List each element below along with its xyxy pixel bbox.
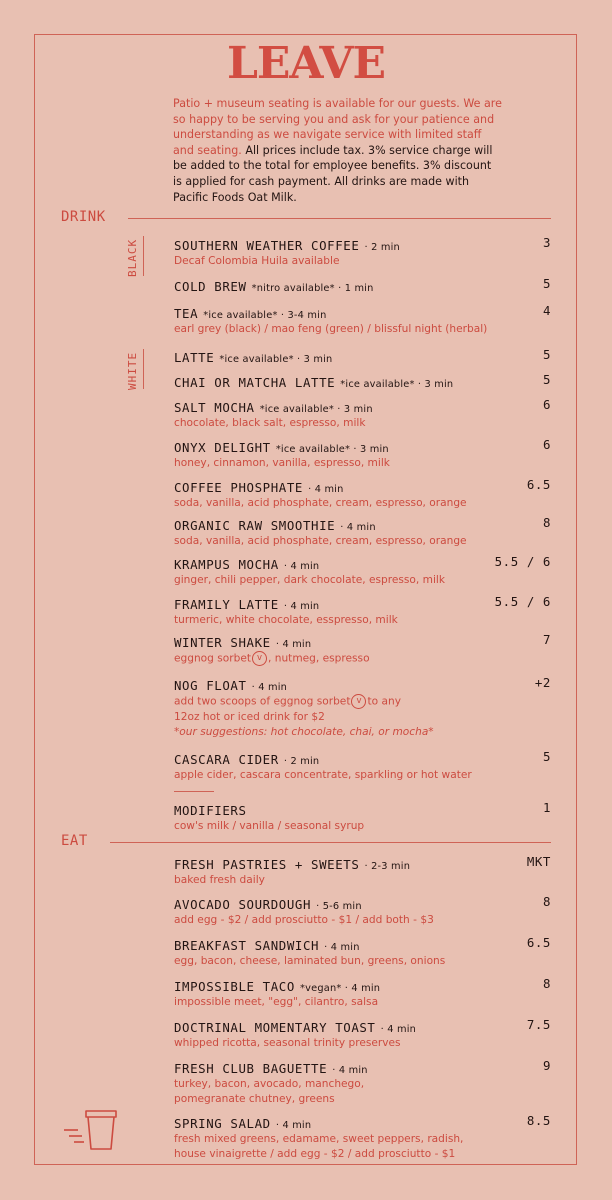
item-desc: soda, vanilla, acid phosphate, cream, espresso, orange bbox=[174, 535, 467, 547]
item-name: ONYX DELIGHT bbox=[174, 440, 271, 455]
item-desc: add egg - $2 / add prosciutto - $1 / add both - $3 bbox=[174, 914, 434, 926]
item-name: SPRING SALAD bbox=[174, 1116, 271, 1131]
menu-item bbox=[174, 594, 551, 628]
item-price: 8 bbox=[542, 976, 551, 991]
item-price: 8 bbox=[542, 515, 551, 530]
menu-item bbox=[174, 397, 551, 431]
intro-text bbox=[173, 96, 503, 205]
item-name: FRESH PASTRIES + SWEETS bbox=[174, 857, 360, 872]
item-desc: whipped ricotta, seasonal trinity preserves bbox=[174, 1037, 401, 1049]
menu-item bbox=[174, 800, 551, 834]
item-name: MODIFIERS bbox=[174, 803, 247, 818]
vegan-mark-icon: v bbox=[252, 651, 267, 666]
section-drink-rule bbox=[128, 218, 551, 219]
item-price: 6 bbox=[542, 397, 551, 412]
menu-item bbox=[174, 976, 551, 1010]
item-meta: *ice available* · 3 min bbox=[340, 379, 454, 390]
menu-item bbox=[174, 894, 551, 928]
menu-item bbox=[174, 347, 551, 366]
item-name: TEA bbox=[174, 306, 199, 321]
item-name: SOUTHERN WEATHER COFFEE bbox=[174, 238, 360, 253]
item-price: 6.5 bbox=[526, 935, 551, 950]
item-meta: *ice available* · 3 min bbox=[275, 444, 389, 455]
item-price: MKT bbox=[526, 854, 551, 869]
item-desc-part: add two scoops of eggnog sorbet bbox=[174, 695, 351, 708]
item-desc-part: eggnog sorbet bbox=[174, 652, 252, 665]
item-price: 7.5 bbox=[526, 1017, 551, 1032]
item-price: 4 bbox=[542, 303, 551, 318]
item-meta: · 2-3 min bbox=[364, 861, 411, 872]
item-name: CHAI OR MATCHA LATTE bbox=[174, 375, 336, 390]
intro-rest: All prices include tax. 3% service charge will be added to the total for employee benefits. 3% discount is applied for cash payment. All drinks are made with Pacific Foods Oat Milk. bbox=[173, 143, 493, 204]
item-price: 5 bbox=[542, 749, 551, 764]
item-name: COLD BREW bbox=[174, 279, 247, 294]
item-price: 8 bbox=[542, 894, 551, 909]
item-name: COFFEE PHOSPHATE bbox=[174, 480, 303, 495]
item-desc: turkey, bacon, avocado, manchego, bbox=[174, 1078, 365, 1090]
item-name: CASCARA CIDER bbox=[174, 752, 279, 767]
item-name: FRESH CLUB BAGUETTE bbox=[174, 1061, 328, 1076]
item-desc: turmeric, white chocolate, esspresso, milk bbox=[174, 614, 398, 626]
group-label-white: WHITE bbox=[126, 351, 139, 390]
item-meta: · 4 min bbox=[332, 1065, 368, 1076]
item-price: 5 bbox=[542, 372, 551, 387]
item-meta: · 4 min bbox=[251, 682, 288, 693]
menu-item bbox=[174, 1017, 551, 1051]
menu-item bbox=[174, 632, 551, 667]
coffee-cup-icon bbox=[62, 1108, 120, 1152]
menu-item bbox=[174, 935, 551, 969]
section-drink: DRINK bbox=[61, 209, 106, 225]
item-desc: impossible meet, "egg", cilantro, salsa bbox=[174, 996, 379, 1008]
item-desc bbox=[174, 651, 551, 667]
item-meta: · 4 min bbox=[380, 1024, 417, 1035]
item-meta: *nitro available* · 1 min bbox=[251, 283, 374, 294]
item-meta: · 4 min bbox=[340, 522, 376, 533]
item-desc: egg, bacon, cheese, laminated bun, greens, onions bbox=[174, 955, 446, 967]
item-desc: ginger, chili pepper, dark chocolate, espresso, milk bbox=[174, 574, 445, 586]
item-price: 3 bbox=[542, 235, 551, 250]
vegan-mark-icon: v bbox=[351, 694, 366, 709]
item-desc: baked fresh daily bbox=[174, 874, 265, 886]
item-desc: cow's milk / vanilla / seasonal syrup bbox=[174, 820, 365, 832]
item-meta: · 4 min bbox=[283, 601, 320, 612]
group-bar-black bbox=[143, 236, 144, 276]
section-eat: EAT bbox=[61, 833, 88, 849]
item-price: +2 bbox=[534, 675, 551, 690]
item-meta: *ice available* · 3 min bbox=[259, 404, 373, 415]
item-name: NOG FLOAT bbox=[174, 678, 247, 693]
menu-item bbox=[174, 1113, 551, 1162]
item-name: IMPOSSIBLE TACO bbox=[174, 979, 295, 994]
item-desc: fresh mixed greens, edamame, sweet peppers, radish, bbox=[174, 1133, 464, 1145]
item-desc: pomegranate chutney, greens bbox=[174, 1093, 335, 1105]
menu-item bbox=[174, 515, 551, 549]
item-desc: house vinaigrette / add egg - $2 / add prosciutto - $1 bbox=[174, 1148, 456, 1160]
menu-item bbox=[174, 372, 551, 391]
menu-item bbox=[174, 554, 551, 588]
item-price: 5.5 / 6 bbox=[494, 594, 551, 609]
item-meta: · 4 min bbox=[275, 639, 312, 650]
group-label-black: BLACK bbox=[126, 238, 139, 277]
item-price: 9 bbox=[542, 1058, 551, 1073]
item-name: WINTER SHAKE bbox=[174, 635, 271, 650]
modifiers-divider bbox=[174, 791, 214, 792]
item-desc: earl grey (black) / mao feng (green) / blissful night (herbal) bbox=[174, 323, 488, 335]
menu-item bbox=[174, 303, 551, 337]
item-price: 5 bbox=[542, 347, 551, 362]
item-meta: *ice available* · 3-4 min bbox=[203, 310, 327, 321]
item-name: DOCTRINAL MOMENTARY TOAST bbox=[174, 1020, 376, 1035]
menu-item bbox=[174, 477, 551, 511]
item-name: SALT MOCHA bbox=[174, 400, 255, 415]
item-meta: · 4 min bbox=[275, 1120, 312, 1131]
menu-item bbox=[174, 1058, 551, 1107]
item-name: KRAMPUS MOCHA bbox=[174, 557, 279, 572]
menu-item bbox=[174, 437, 551, 471]
item-price: 6 bbox=[542, 437, 551, 452]
item-price: 7 bbox=[542, 632, 551, 647]
intro-highlight: Patio + museum seating is available for our guests. We are so happy to be serving you and ask for your patience and understanding as we navigate service with limited staff and seating. bbox=[173, 97, 502, 157]
item-meta: · 4 min bbox=[324, 942, 360, 953]
item-desc: apple cider, cascara concentrate, sparkling or hot water bbox=[174, 769, 472, 781]
item-price: 6.5 bbox=[526, 477, 551, 492]
section-eat-rule bbox=[110, 842, 551, 843]
item-name: FRAMILY LATTE bbox=[174, 597, 279, 612]
item-desc: Decaf Colombia Huila available bbox=[174, 255, 340, 267]
item-name: AVOCADO SOURDOUGH bbox=[174, 897, 312, 912]
group-bar-white bbox=[143, 349, 144, 389]
item-price: 5.5 / 6 bbox=[494, 554, 551, 569]
menu-item bbox=[174, 854, 551, 888]
item-desc: *our suggestions: hot chocolate, chai, or mocha* bbox=[174, 725, 434, 738]
item-name: LATTE bbox=[174, 350, 215, 365]
item-desc bbox=[174, 694, 551, 710]
item-price: 8.5 bbox=[526, 1113, 551, 1128]
item-desc: 12oz hot or iced drink for $2 bbox=[174, 710, 325, 723]
menu-item bbox=[174, 276, 551, 295]
item-meta: · 2 min bbox=[283, 756, 320, 767]
item-desc: chocolate, black salt, espresso, milk bbox=[174, 417, 366, 429]
menu-item bbox=[174, 675, 551, 740]
item-desc-part: , nutmeg, espresso bbox=[268, 652, 370, 665]
menu-item bbox=[174, 235, 551, 269]
item-desc-part: to any bbox=[367, 695, 401, 708]
item-name: BREAKFAST SANDWICH bbox=[174, 938, 320, 953]
menu-item bbox=[174, 749, 551, 783]
item-meta: · 5-6 min bbox=[316, 901, 362, 912]
item-desc: honey, cinnamon, vanilla, espresso, milk bbox=[174, 457, 390, 469]
item-meta: · 4 min bbox=[283, 561, 320, 572]
item-price: 5 bbox=[542, 276, 551, 291]
menu-title: LEAVE bbox=[226, 38, 386, 89]
item-meta: *ice available* · 3 min bbox=[219, 354, 333, 365]
item-name: ORGANIC RAW SMOOTHIE bbox=[174, 518, 336, 533]
item-desc: soda, vanilla, acid phosphate, cream, espresso, orange bbox=[174, 497, 467, 509]
item-price: 1 bbox=[542, 800, 551, 815]
item-meta: · 2 min bbox=[364, 242, 400, 253]
item-meta: *vegan* · 4 min bbox=[300, 983, 381, 994]
item-meta: · 4 min bbox=[308, 484, 344, 495]
